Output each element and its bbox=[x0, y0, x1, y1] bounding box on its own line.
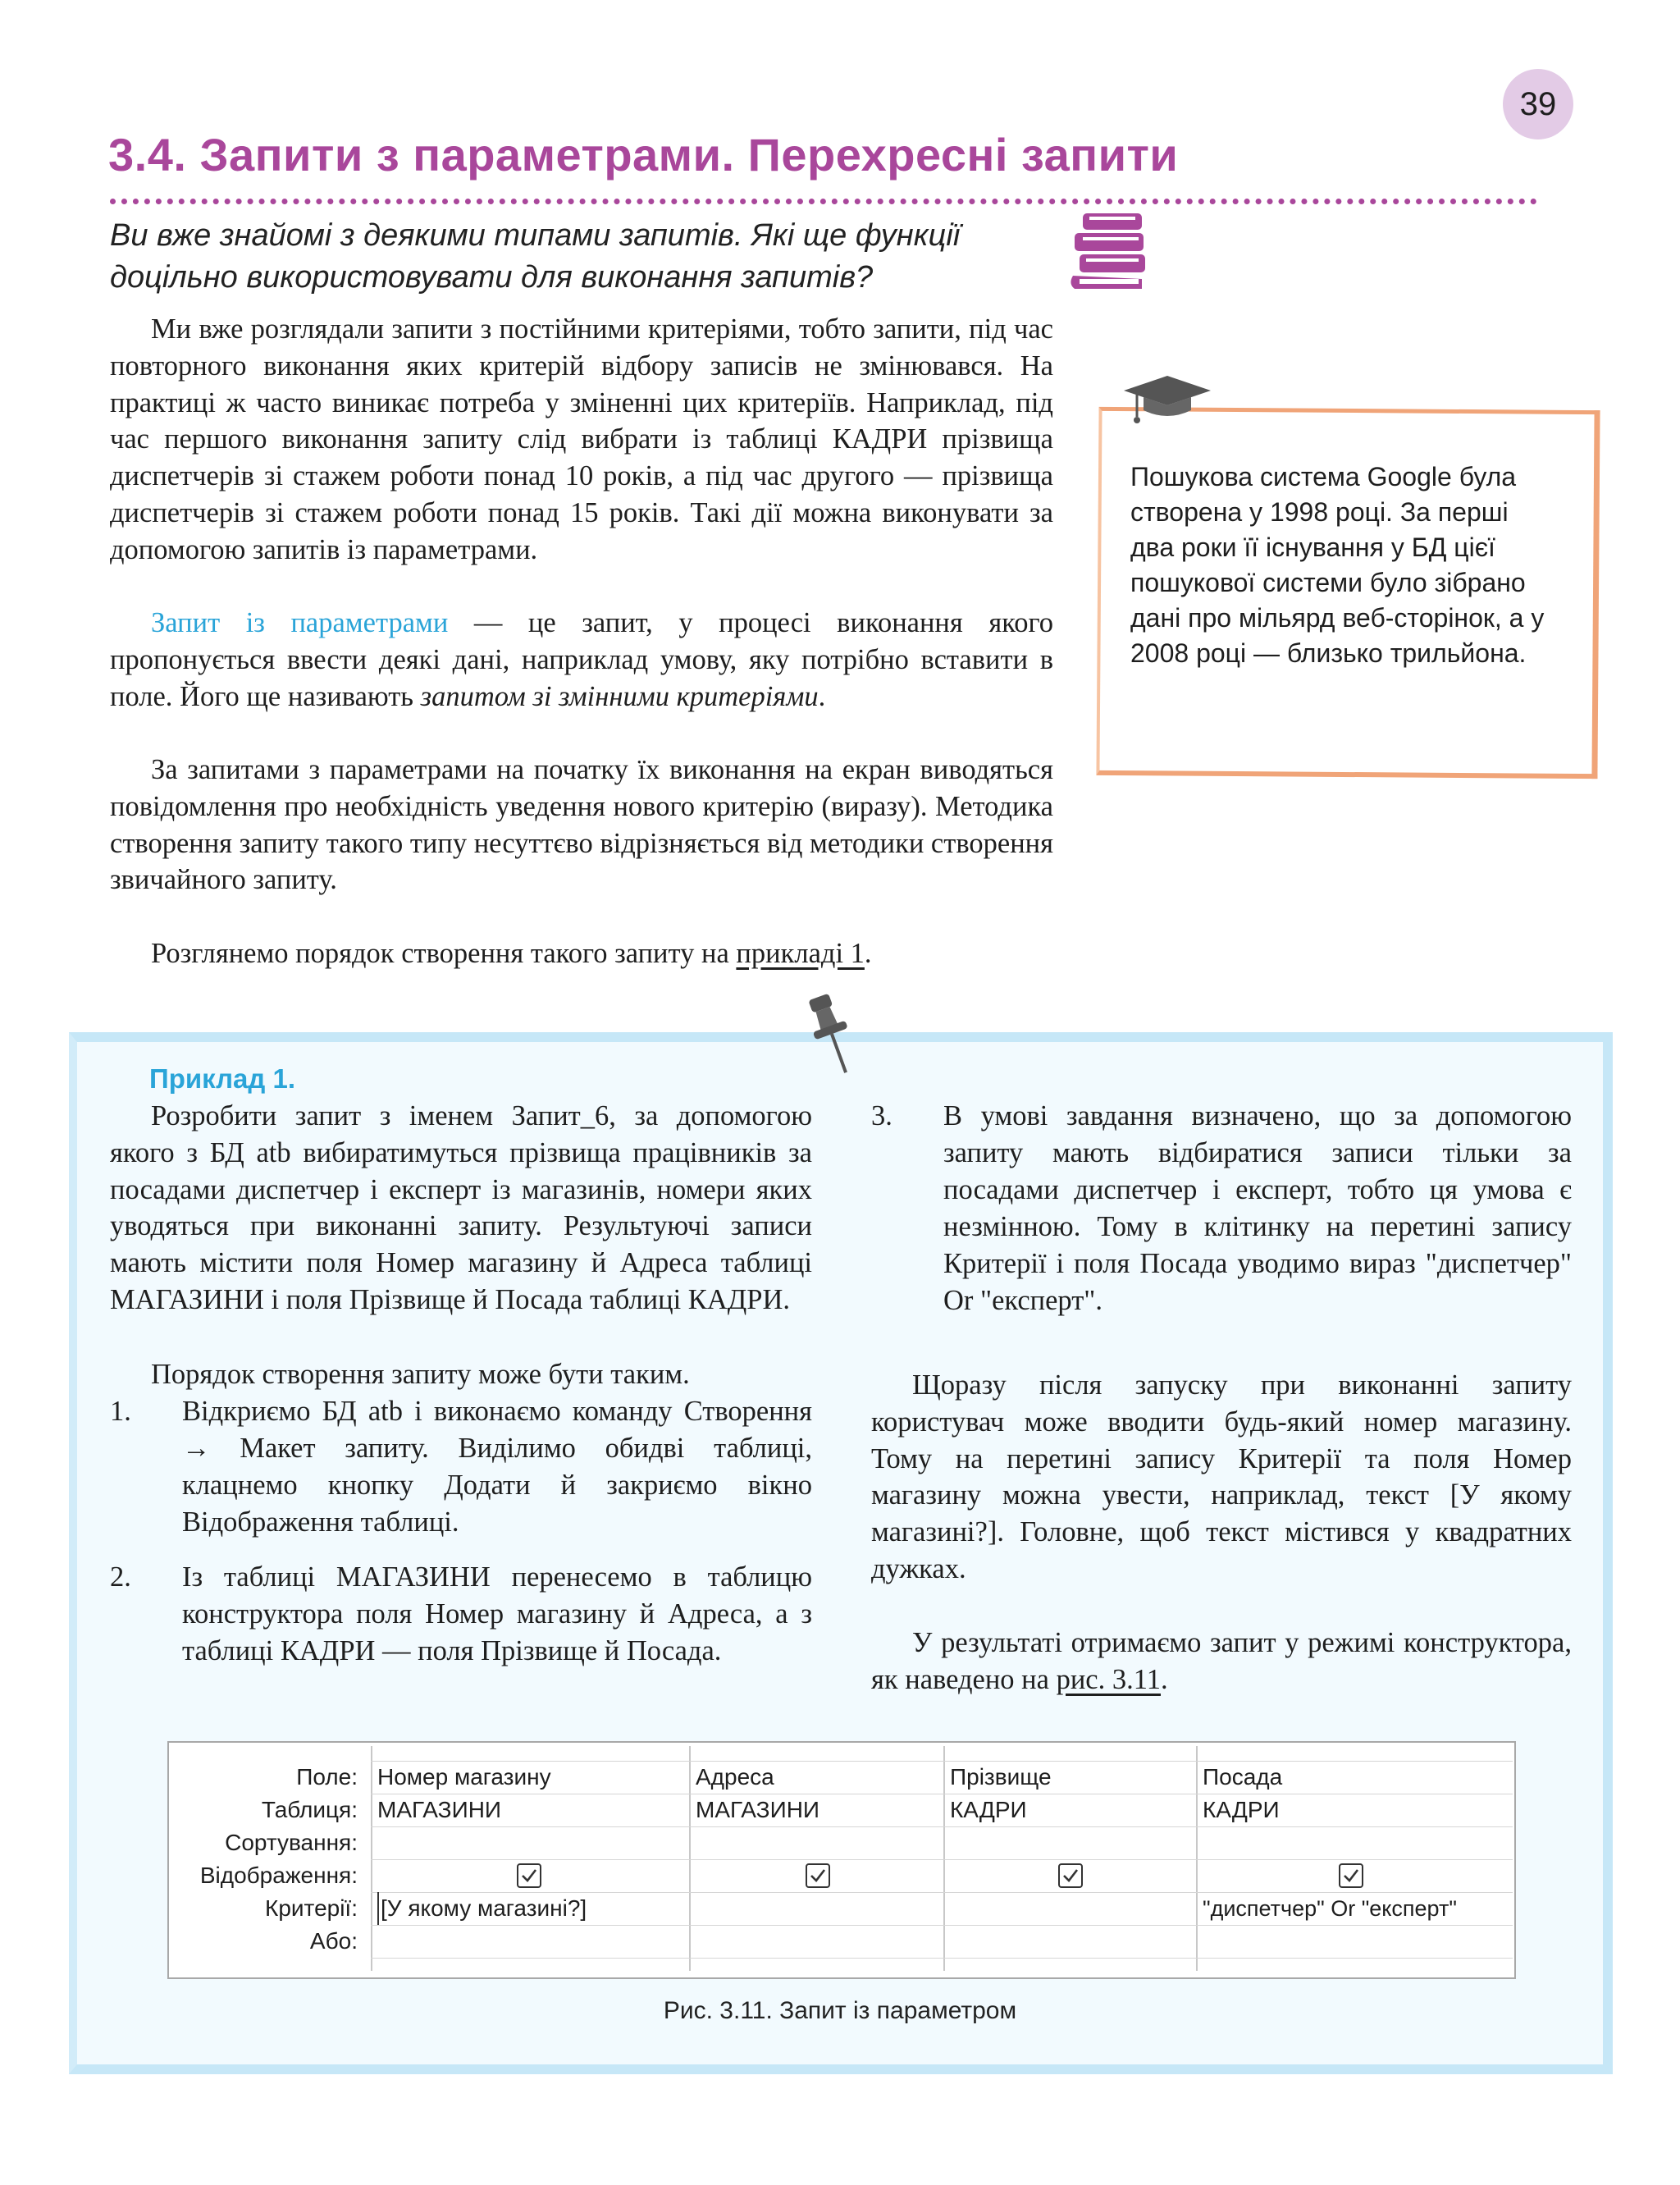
step-3-number: 3. bbox=[871, 1100, 892, 1131]
paragraph-parameters: За запитами з параметрами на початку їх виконання на екран виводяться повідомлення про необхідність уведення нового критерію (виразу). Методика створення запиту такого типу несуттєво відрізняється від методики створення звичайного запиту. bbox=[110, 754, 1053, 896]
row-label-show: Відображення: bbox=[199, 1863, 358, 1888]
books-icon bbox=[1066, 210, 1157, 292]
result-end: . bbox=[1160, 1663, 1168, 1695]
checkmark-icon bbox=[518, 1865, 540, 1886]
row-label-criteria: Критерії: bbox=[265, 1895, 358, 1921]
grid-cell-field[interactable]: Номер магазину bbox=[377, 1764, 551, 1790]
grid-cell-table[interactable]: КАДРИ bbox=[950, 1797, 1027, 1822]
step-1-text: Відкриємо БД atb і виконаємо команду Створення → Макет запиту. Виділимо обидві таблиці, клацнемо кнопку Додати й закриємо вікно Відображення таблиці. bbox=[182, 1396, 812, 1538]
step-1-number: 1. bbox=[110, 1396, 131, 1427]
grid-column-divider bbox=[689, 1746, 691, 1971]
example-order: Порядок створення запиту може бути таким. bbox=[151, 1359, 690, 1390]
example-link[interactable]: прикладі 1 bbox=[736, 938, 865, 969]
grid-row-line bbox=[371, 1958, 1513, 1959]
row-label-or: Або: bbox=[309, 1928, 358, 1954]
grid-cell-criteria[interactable]: [У якому магазині?] bbox=[377, 1892, 587, 1925]
definition-end: . bbox=[818, 680, 826, 712]
grid-column-divider bbox=[371, 1746, 372, 1971]
page-number: 39 bbox=[1503, 69, 1573, 139]
grid-cell-criteria[interactable]: "диспетчер" Or "експерт" bbox=[1203, 1896, 1457, 1921]
paragraph-example-ref bbox=[110, 935, 1053, 972]
example-intro: Розробити запит з іменем Запит_6, за допомогою якого з БД atb вибиратимуться прізвища працівників за посадами диспетчер і експерт із магазинів, номери яких уводяться при виконанні запиту. Результуючі записи мають містити поля Номер магазину й Адреса таблиці МАГАЗИНИ і поля Прізвище й Посада таблиці КАДРИ. bbox=[110, 1100, 812, 1315]
grid-row-line bbox=[371, 1925, 1513, 1926]
grid-row-line bbox=[371, 1859, 1513, 1860]
grid-cell-table[interactable]: МАГАЗИНИ bbox=[696, 1797, 820, 1822]
pushpin-icon bbox=[804, 991, 861, 1081]
grid-row-labels bbox=[172, 1761, 358, 1958]
row-label-field: Поле: bbox=[296, 1764, 358, 1790]
step-3-text: В умові завдання визначено, що за допомогою запиту мають відбиратися записи тільки за посадами диспетчер і експерт, тобто ця умова є незмінною. Тому в клітинку на перетині запису Критерії і поля Посада уводимо вираз "диспетчер" Or "експерт". bbox=[943, 1100, 1572, 1316]
figure-caption: Рис. 3.11. Запит із параметром bbox=[663, 1997, 1017, 2024]
grid-cell-table[interactable]: МАГАЗИНИ bbox=[377, 1797, 502, 1822]
example-paragraph-criteria: Щоразу після запуску при виконанні запиту користувач може вводити будь-який номер магазину. Тому на перетині запису Критерії та поля Номер магазину можна увести, наприклад, текст [У якому магазині?]. Головне, щоб текст містився у квадратних дужках. bbox=[871, 1369, 1572, 1584]
row-label-sort: Сортування: bbox=[225, 1830, 358, 1855]
step-2-text: Із таблиці МАГАЗИНИ перенесемо в таблицю конструктора поля Номер магазину й Адреса, а з таблиці КАДРИ — поля Прізвище й Посада. bbox=[182, 1561, 812, 1666]
title-divider bbox=[110, 199, 1537, 204]
definition-text: — це запит, у процесі виконання якого пропонується ввести деякі дані, наприклад умову, яку потрібно вставити в поле. Його ще називають bbox=[110, 607, 1053, 712]
paragraph-intro: Ми вже розглядали запити з постійними критеріями, тобто запити, під час повторного виконання яких критерій відбору записів не змінювався. На практиці ж часто виникає потреба у зміненні цих критеріїв. Наприклад, під час першого виконання запиту слід вибрати із таблиці КАДРИ прізвища диспетчерів зі стажем роботи понад 10 років, а під час другого — прізвища диспетчерів зі стажем роботи понад 15 років. Такі дії можна виконувати за допомогою запитів із параметрами. bbox=[110, 313, 1053, 565]
grid-cell-field[interactable]: Посада bbox=[1203, 1764, 1283, 1790]
checkmark-icon bbox=[807, 1865, 829, 1886]
side-note-text: Пошукова система Google була створена у 1998 році. За перші два роки її існування у БД цієї пошукової системи було зібрано дані про мільярд веб-сторінок, а у 2008 році — близько трильйона. bbox=[1130, 462, 1545, 668]
example-ref-end: . bbox=[864, 938, 872, 969]
row-label-table: Таблиця: bbox=[261, 1797, 358, 1822]
show-checkbox[interactable] bbox=[1058, 1863, 1083, 1888]
grid-row-line bbox=[371, 1826, 1513, 1827]
checkmark-icon bbox=[1340, 1865, 1362, 1886]
checkmark-icon bbox=[1060, 1865, 1081, 1886]
result-text: У результаті отримаємо запит у режимі конструктора, як наведено на bbox=[871, 1627, 1572, 1695]
show-checkbox[interactable] bbox=[806, 1863, 830, 1888]
grid-column-divider bbox=[943, 1746, 945, 1971]
paragraph-definition bbox=[110, 605, 1053, 715]
example-ref-text: Розглянемо порядок створення такого запиту на bbox=[151, 938, 737, 969]
figure-link[interactable]: рис. 3.11 bbox=[1056, 1663, 1161, 1695]
grid-cell-field[interactable]: Прізвище bbox=[950, 1764, 1052, 1790]
show-checkbox[interactable] bbox=[1339, 1863, 1363, 1888]
definition-term: Запит із параметрами bbox=[151, 607, 449, 638]
query-design-grid bbox=[167, 1741, 1516, 1979]
show-checkbox[interactable] bbox=[517, 1863, 541, 1888]
example-title: Приклад 1. bbox=[149, 1063, 296, 1094]
lead-question: Ви вже знайомі з деякими типами запитів. Які ще функції доцільно використовувати для виконання запитів? bbox=[110, 218, 961, 295]
definition-italic: запитом зі змінними критеріями bbox=[420, 680, 819, 712]
grid-cell-table[interactable]: КАДРИ bbox=[1203, 1797, 1280, 1822]
graduation-cap-icon bbox=[1122, 374, 1212, 432]
section-title: 3.4. Запити з параметрами. Перехресні запити bbox=[108, 129, 1179, 181]
example-paragraph-result bbox=[871, 1625, 1572, 1698]
step-2-number: 2. bbox=[110, 1561, 131, 1593]
grid-cell-field[interactable]: Адреса bbox=[696, 1764, 774, 1790]
grid-column-divider bbox=[1196, 1746, 1198, 1971]
